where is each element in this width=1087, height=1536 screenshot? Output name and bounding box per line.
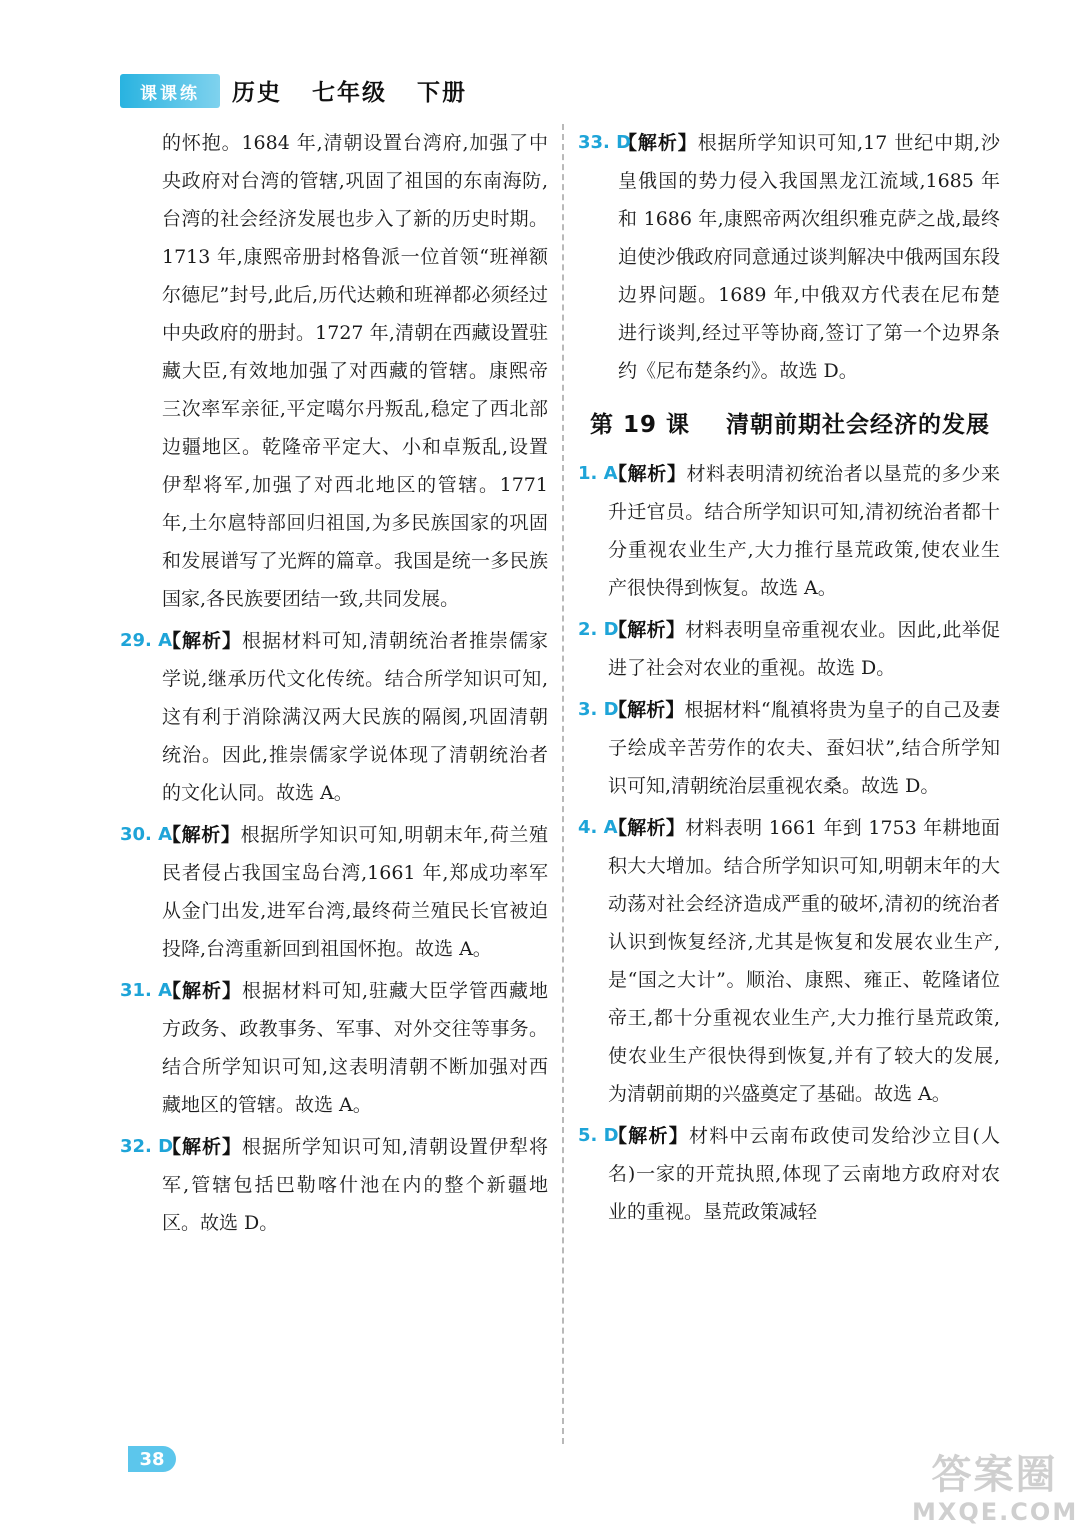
answer-number: 33. D (578, 132, 632, 153)
answer-item (578, 691, 1000, 805)
answer-text: 材料表明 1661 年到 1753 年耕地面积大大增加。结合所学知识可知,明朝末年的大动荡对社会经济造成严重的破坏,清初的统治者认识到恢复经济,尤其是恢复和发展农业生产,是“国之大计”。顺治、康熙、雍正、乾隆诸位帝王,都十分重视农业生产,大力推行垦荒政策,使农业生产很快得到恢复,并有了较大的发展,为清朝前期的兴盛奠定了基础。故选 A。 (608, 817, 1000, 1105)
page-header-title: 历史 七年级 下册 (232, 79, 468, 106)
answer-number: 30. A (120, 824, 173, 845)
lesson-heading: 第 19 课 清朝前期社会经济的发展 (590, 412, 991, 438)
column-divider (562, 124, 564, 1444)
watermark-bottom: MXQE.COM (912, 1498, 1079, 1526)
analysis-label: 【解析】 (162, 824, 241, 846)
series-logo: 课课练 (120, 74, 220, 108)
answer-item (120, 1128, 548, 1242)
answer-text: 根据材料可知,清朝统治者推崇儒家学说,继承历代文化传统。结合所学知识可知,这有利于消除满汉两大民族的隔阂,巩固清朝统治。因此,推崇儒家学说体现了清朝统治者的文化认同。故选 A。 (162, 630, 548, 804)
answer-item (120, 622, 548, 812)
continued-answer-text: 的怀抱。1684 年,清朝设置台湾府,加强了中央政府对台湾的管辖,巩固了祖国的东南海防,台湾的社会经济发展也步入了新的历史时期。1713 年,康熙帝册封格鲁派一位首领“班禅额尔德尼”封号,此后,历代达赖和班禅都必须经过中央政府的册封。1727 年,清朝在西藏设置驻藏大臣,有效地加强了对西藏的管辖。康熙帝三次率军亲征,平定噶尔丹叛乱,稳定了西北部边疆地区。乾隆帝平定大、小和卓叛乱,设置伊犁将军,加强了对西北地区的管辖。1771 年,土尔扈特部回归祖国,为多民族国家的巩固和发展谱写了光辉的篇章。我国是统一多民族国家,各民族要团结一致,共同发展。 (162, 132, 548, 610)
analysis-label: 【解析】 (618, 132, 698, 154)
analysis-label: 【解析】 (608, 463, 687, 485)
watermark-top: 答案圈 (931, 1452, 1058, 1498)
answer-number: 1. A (578, 463, 618, 484)
analysis-label: 【解析】 (608, 699, 685, 721)
answer-item (578, 124, 1000, 390)
answer-item (578, 455, 1000, 607)
answer-item (578, 611, 1000, 687)
analysis-label: 【解析】 (608, 619, 686, 641)
answer-text: 根据所学知识可知,明朝末年,荷兰殖民者侵占我国宝岛台湾,1661 年,郑成功率军从金门出发,进军台湾,最终荷兰殖民长官被迫投降,台湾重新回到祖国怀抱。故选 A。 (162, 824, 548, 960)
answer-text: 材料中云南布政使司发给沙立目(人名)一家的开荒执照,体现了云南地方政府对农业的重视。垦荒政策减轻 (608, 1125, 1000, 1223)
answer-item (578, 809, 1000, 1113)
analysis-label: 【解析】 (162, 980, 242, 1002)
answer-text: 材料表明皇帝重视农业。因此,此举促进了社会对农业的重视。故选 D。 (608, 619, 1000, 679)
answer-item (120, 816, 548, 968)
answer-number: 29. A (120, 630, 173, 651)
right-column (578, 124, 1000, 1235)
watermark-logo (912, 1452, 1077, 1530)
answer-text: 根据所学知识可知,清朝设置伊犁将军,管辖包括巴勒喀什池在内的整个新疆地区。故选 D。 (162, 1136, 548, 1234)
answer-number: 2. D (578, 619, 619, 640)
answer-number: 3. D (578, 699, 619, 720)
answer-text: 根据材料可知,驻藏大臣学管西藏地方政务、政教事务、军事、对外交往等事务。结合所学知识可知,这表明清朝不断加强对西藏地区的管辖。故选 A。 (162, 980, 548, 1116)
answer-item (120, 972, 548, 1124)
analysis-label: 【解析】 (162, 1136, 242, 1158)
answer-text: 材料表明清初统治者以垦荒的多少来升迁官员。结合所学知识可知,清初统治者都十分重视农业生产,大力推行垦荒政策,使农业生产很快得到恢复。故选 A。 (608, 463, 1000, 599)
page-number: 38 (128, 1446, 176, 1472)
answer-number: 5. D (578, 1125, 619, 1146)
answer-text: 根据所学知识可知,17 世纪中期,沙皇俄国的势力侵入我国黑龙江流域,1685 年和 1686 年,康熙帝两次组织雅克萨之战,最终迫使沙俄政府同意通过谈判解决中俄两国东段边界问题。1689 年,中俄双方代表在尼布楚进行谈判,经过平等协商,签订了第一个边界条约《尼布楚条约》。故选 D。 (618, 132, 1000, 382)
answer-text: 根据材料“胤禛将贵为皇子的自己及妻子绘成辛苦劳作的农夫、蚕妇状”,结合所学知识可知,清朝统治层重视农桑。故选 D。 (608, 699, 1000, 797)
analysis-label: 【解析】 (162, 630, 242, 652)
answer-item (578, 1117, 1000, 1231)
page-header (120, 72, 540, 114)
answer-number: 32. D (120, 1136, 174, 1157)
analysis-label: 【解析】 (608, 1125, 689, 1147)
answer-number: 31. A (120, 980, 173, 1001)
answer-number: 4. A (578, 817, 618, 838)
analysis-label: 【解析】 (608, 817, 686, 839)
left-column (120, 124, 548, 1246)
